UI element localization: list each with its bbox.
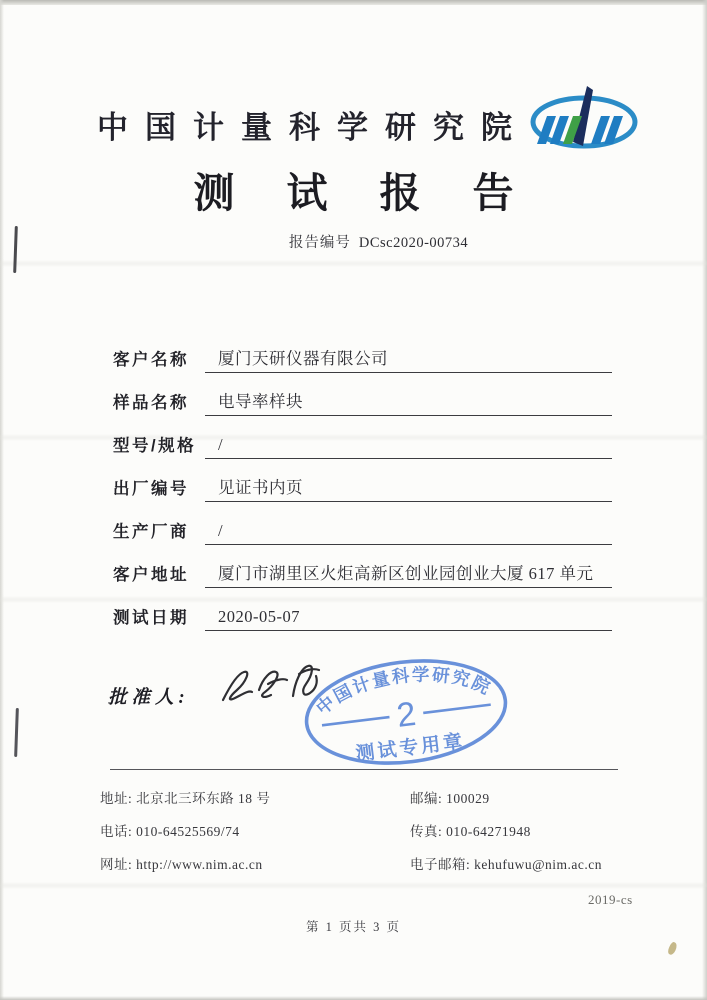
scan-mark	[13, 226, 18, 273]
form-code: 2019-cs	[588, 892, 633, 907]
nim-logo-icon	[527, 84, 641, 158]
report-fields	[113, 330, 612, 631]
scan-wrinkle	[0, 262, 707, 265]
footer-email: 电子邮箱: kehufuwu@nim.ac.cn	[410, 857, 603, 872]
footer-phone: 电话: 010-64525569/74	[100, 824, 240, 839]
field-value: /	[205, 435, 612, 459]
field-label: 出厂编号	[113, 480, 189, 498]
stamp-number: 2	[394, 694, 419, 735]
footer-address: 地址: 北京北三环东路 18 号	[100, 791, 271, 806]
field-row-customer-name	[113, 330, 612, 373]
field-value: 见证书内页	[205, 474, 612, 502]
field-value: 厦门市湖里区火炬高新区创业园创业大厦 617 单元	[205, 560, 612, 588]
field-row-test-date	[113, 588, 612, 631]
scan-speck	[667, 941, 679, 956]
field-label: 客户地址	[113, 566, 189, 584]
footer-contact-block	[100, 787, 640, 886]
field-row-model-spec	[113, 416, 612, 459]
scan-mark	[14, 708, 19, 757]
footer-postcode: 邮编: 100029	[410, 791, 490, 806]
field-value: 厦门天研仪器有限公司	[205, 345, 612, 373]
field-row-sample-name	[113, 373, 612, 416]
footer-row-web	[100, 853, 640, 873]
footer-website: 网址: http://www.nim.ac.cn	[100, 857, 263, 872]
institute-name: 中国计量科学研究院	[97, 110, 529, 145]
field-label: 样品名称	[113, 394, 189, 412]
field-value: /	[205, 521, 612, 545]
stamp-bottom-text: 测试专用章	[354, 731, 467, 766]
field-label: 测试日期	[113, 609, 189, 627]
report-number-label: 报告编号	[288, 235, 351, 251]
field-row-customer-address	[113, 545, 612, 588]
scan-edge-right	[702, 0, 707, 1000]
field-label: 型号/规格	[113, 437, 197, 455]
stamp-arc-text: 中国计量科学研究院	[312, 664, 495, 719]
scan-edge-bottom	[0, 996, 707, 1000]
footer-row-address	[100, 787, 640, 807]
page-number: 第 1 页共 3 页	[305, 920, 401, 934]
footer-row-phone	[100, 820, 640, 840]
field-label: 生产厂商	[113, 523, 189, 541]
field-row-factory-number	[113, 459, 612, 502]
scan-edge-left	[0, 0, 4, 1000]
field-value: 电导率样块	[205, 388, 612, 416]
footer-fax: 传真: 010-64271948	[410, 824, 531, 839]
field-value: 2020-05-07	[205, 607, 612, 631]
approver-label: 批准人:	[108, 688, 190, 708]
report-number-value: DCsc2020-00734	[358, 235, 469, 251]
footer-divider	[110, 769, 618, 770]
field-label: 客户名称	[113, 351, 189, 369]
scan-edge-top	[0, 0, 707, 5]
document-title: 测试报告	[193, 170, 566, 216]
report-number-line	[25, 231, 707, 252]
field-row-manufacturer	[113, 502, 612, 545]
